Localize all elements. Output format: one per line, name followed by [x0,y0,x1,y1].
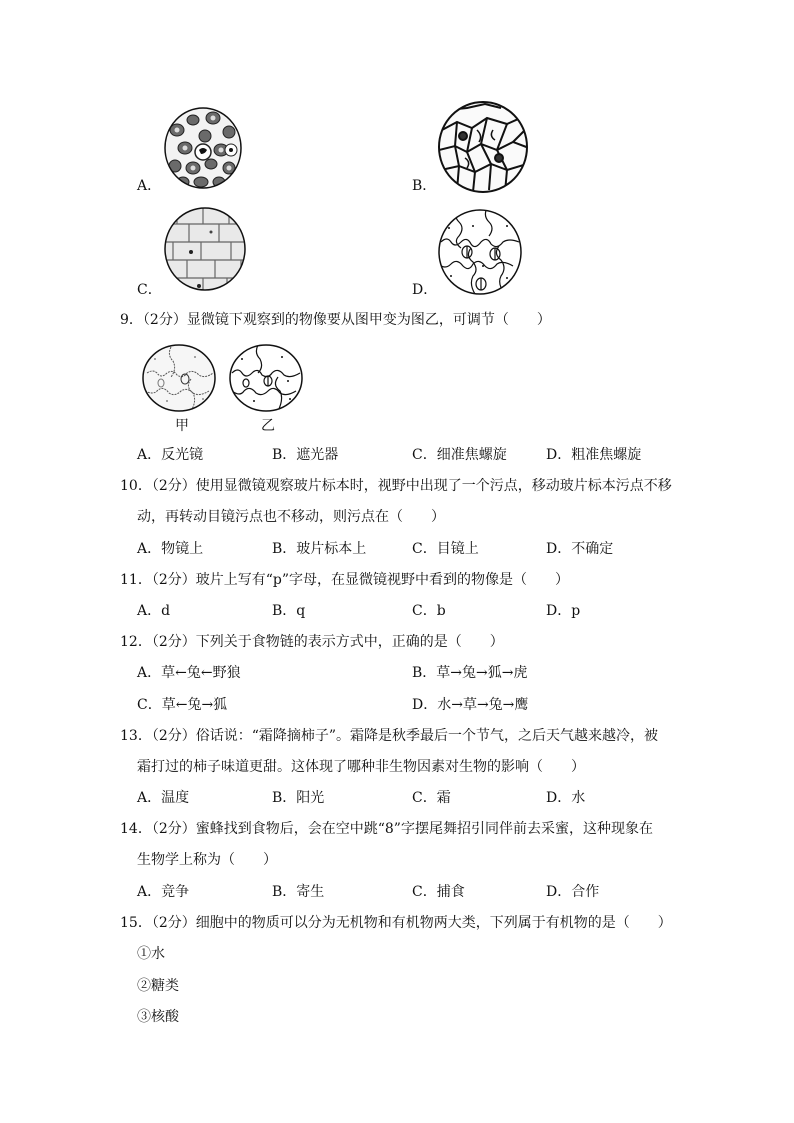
q9-option-b[interactable]: B．遮光器 [272,447,339,463]
q11-option-d[interactable]: D．p [546,603,581,619]
q10-option-a[interactable]: A．物镜上 [137,541,204,557]
q13-option-c[interactable]: C．霜 [412,790,451,806]
q14-option-a[interactable]: A．竞争 [137,884,190,900]
q15-item-1: ①水 [137,946,165,962]
plant-tissue-image [437,100,529,194]
q10-option-d[interactable]: D．不确定 [546,541,614,557]
q15-item-3: ③核酸 [137,1009,179,1025]
figure-label-jia: 甲 [175,418,189,434]
q12-option-c[interactable]: C．草←兔→狐 [137,697,228,713]
q12-option-a[interactable]: A．草←兔←野狼 [137,665,241,681]
question-15-stem: 15．（2分）细胞中的物质可以分为无机物和有机物两大类，下列属于有机物的是（ ） [120,915,672,931]
q10-option-c[interactable]: C．目镜上 [412,541,479,557]
q13-option-b[interactable]: B．阳光 [272,790,325,806]
option-a[interactable]: A． [137,178,162,194]
question-9-stem: 9．（2分）显微镜下观察到的物像要从图甲变为图乙，可调节（ ） [120,312,551,328]
q9-option-d[interactable]: D．粗准焦螺旋 [546,447,642,463]
figure-label-yi: 乙 [261,418,275,434]
option-b[interactable]: B． [412,178,437,194]
q14-option-b[interactable]: B．寄生 [272,884,325,900]
option-c[interactable]: C． [137,282,162,298]
onion-cells-image [163,206,247,292]
option-d[interactable]: D． [412,282,438,298]
q10-option-b[interactable]: B．玻片标本上 [272,541,367,557]
question-11-stem: 11．（2分）玻片上写有“p”字母，在显微镜视野中看到的物像是（ ） [120,572,569,588]
q9-option-c[interactable]: C．细准焦螺旋 [412,447,507,463]
q14-option-c[interactable]: C．捕食 [412,884,465,900]
q13-option-d[interactable]: D．水 [546,790,586,806]
q11-option-c[interactable]: C．b [412,603,446,619]
q11-option-b[interactable]: B．q [272,603,306,619]
q12-option-b[interactable]: B．草→兔→狐→虎 [412,665,528,681]
q13-option-a[interactable]: A．温度 [137,790,190,806]
q14-option-d[interactable]: D．合作 [546,884,600,900]
leaf-epidermis-image [437,208,523,296]
q15-item-2: ②糖类 [137,978,179,994]
blood-cells-image [163,106,243,190]
field-of-view-jia-image [141,343,217,413]
question-10-stem-line1: 10．（2分）使用显微镜观察玻片标本时，视野中出现了一个污点，移动玻片标本污点不移 [120,478,672,494]
field-of-view-yi-image [228,343,304,413]
question-13-stem-line2: 霜打过的柿子味道更甜。这体现了哪种非生物因素对生物的影响（ ） [137,759,585,775]
question-10-stem-line2: 动，再转动目镜污点也不移动，则污点在（ ） [137,509,445,525]
question-13-stem-line1: 13．（2分）俗话说：“霜降摘柿子”。霜降是秋季最后一个节气，之后天气越来越冷，被 [120,728,659,744]
q11-option-a[interactable]: A．d [137,603,171,619]
question-14-stem-line1: 14．（2分）蜜蜂找到食物后，会在空中跳“8”字摆尾舞招引同伴前去采蜜，这种现象在 [120,821,653,837]
question-12-stem: 12．（2分）下列关于食物链的表示方式中，正确的是（ ） [120,634,504,650]
q12-option-d[interactable]: D．水→草→兔→鹰 [412,697,529,713]
q9-option-a[interactable]: A．反光镜 [137,447,204,463]
question-14-stem-line2: 生物学上称为（ ） [137,852,277,868]
